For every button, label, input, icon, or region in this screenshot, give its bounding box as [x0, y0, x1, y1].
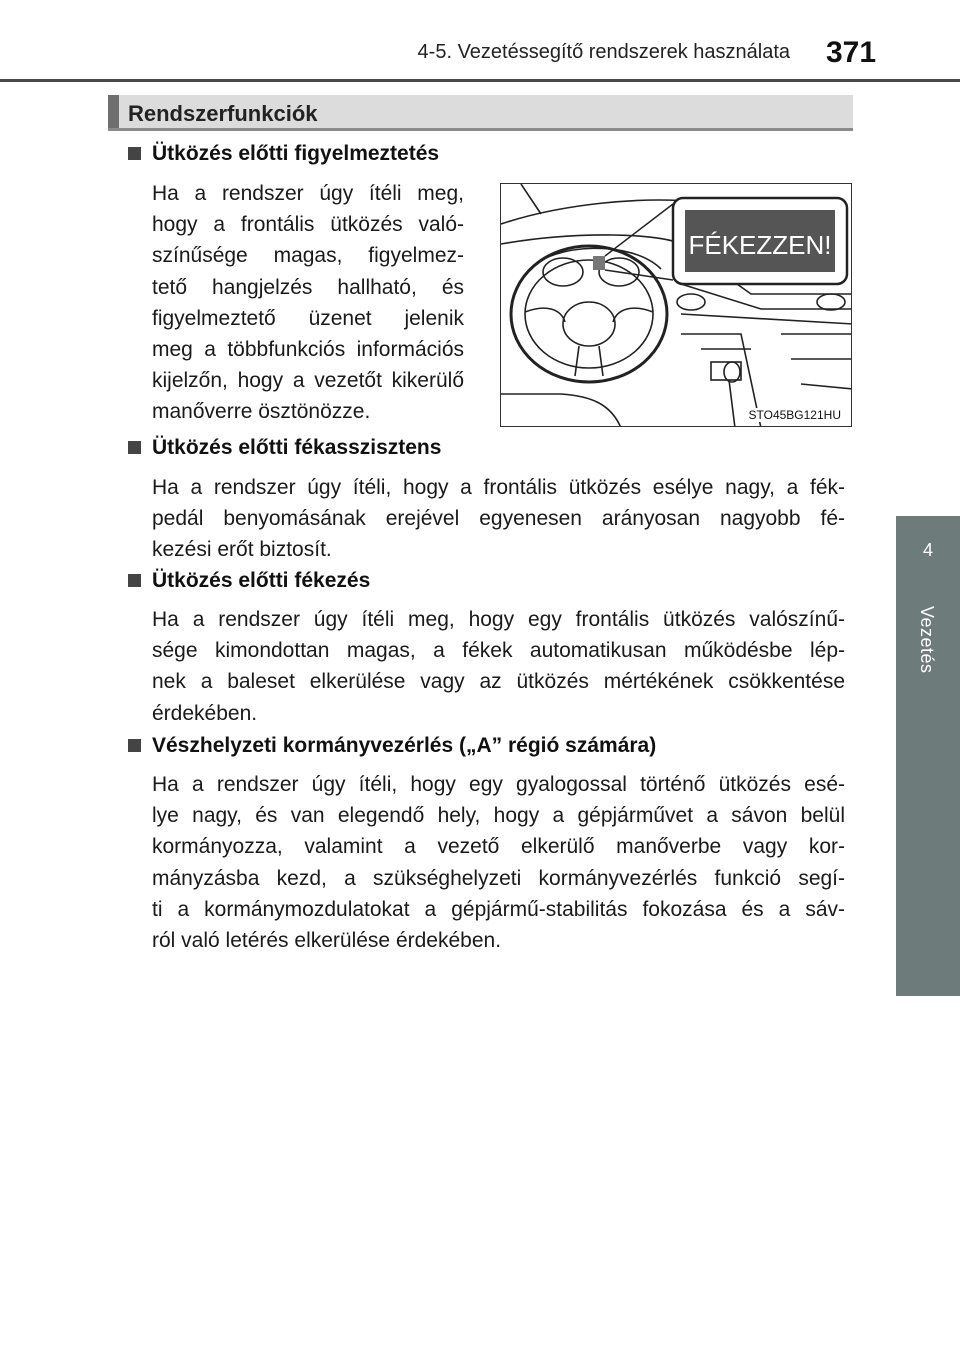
- text-line: sége kimondottan magas, a fékek automatikusan működésbe lép-: [152, 639, 845, 663]
- square-bullet-icon: [128, 739, 141, 752]
- square-bullet-icon: [128, 441, 141, 454]
- text-line: manőverre ösztönözze.: [152, 400, 371, 424]
- text-line: érdekében.: [152, 701, 258, 725]
- square-bullet-icon: [128, 147, 141, 160]
- text-line: Ha a rendszer úgy ítéli meg,: [152, 182, 464, 205]
- item-paragraph: [152, 178, 464, 428]
- item-heading: Vészhelyzeti kormányvezérlés („A” régió számára): [152, 734, 657, 757]
- figure-code: STO45BG121HU: [748, 408, 841, 422]
- item-heading: Ütközés előtti figyelmeztetés: [152, 142, 440, 165]
- text-line: kormányozza, valamint a vezető elkerülő manőverbe vagy kor-: [152, 835, 845, 859]
- chapter-tab-number: 4: [922, 540, 933, 560]
- square-bullet-icon: [128, 574, 141, 587]
- text-line: ról való letérés elkerülése érdekében.: [152, 929, 502, 953]
- section-title: Rendszerfunkciók: [128, 101, 318, 126]
- item-heading: Ütközés előtti fékezés: [152, 569, 371, 592]
- text-line: hogy a frontális ütközés való-: [152, 213, 464, 237]
- text-line: Ha a rendszer úgy ítéli, hogy a frontális ütközés esélye nagy, a fék-: [152, 476, 845, 499]
- section-bar-underline: [108, 128, 853, 131]
- steering-wheel-display-icon: [501, 184, 852, 427]
- text-line: kezési erőt biztosít.: [152, 538, 332, 562]
- running-header: 4-5. Vezetéssegítő rendszerek használata: [417, 41, 790, 63]
- text-line: pedál benyomásának erejével egyenesen arányosan nagyobb fé-: [152, 507, 845, 531]
- text-line: mányzásba kezd, a szükséghelyzeti kormányvezérlés funkció segí-: [152, 866, 845, 890]
- display-message: FÉKEZZEN!: [688, 230, 832, 260]
- text-line: figyelmeztető üzenet jelenik: [152, 306, 464, 330]
- header-divider: [0, 79, 960, 82]
- text-line: Ha a rendszer úgy ítéli meg, hogy egy frontális ütközés valószínű-: [152, 608, 845, 631]
- item-paragraph: [152, 472, 845, 566]
- page-number: 371: [826, 36, 877, 69]
- text-line: kijelzőn, hogy a vezetőt kikerülő: [152, 369, 464, 393]
- chapter-tab-label: Vezetés: [917, 606, 937, 674]
- item-heading: Ütközés előtti fékasszisztens: [152, 436, 442, 459]
- text-line: lye nagy, és van elegendő hely, hogy a gépjárművet a sávon belül: [152, 804, 845, 828]
- text-line: meg a többfunkciós információs: [152, 338, 464, 362]
- item-paragraph: [152, 604, 845, 729]
- text-line: nek a baleset elkerülése vagy az ütközés mértékének csökkentése: [152, 670, 845, 694]
- text-line: Ha a rendszer úgy ítéli, hogy egy gyalogossal történő ütközés esé-: [152, 773, 845, 796]
- text-line: színűsége magas, figyelmez-: [152, 244, 464, 268]
- text-line: tető hangjelzés hallható, és: [152, 275, 464, 299]
- item-paragraph: [152, 769, 845, 956]
- text-line: ti a kormánymozdulatokat a gépjármű-stabilitás fokozása és a sáv-: [152, 897, 845, 921]
- dashboard-illustration: [500, 183, 852, 427]
